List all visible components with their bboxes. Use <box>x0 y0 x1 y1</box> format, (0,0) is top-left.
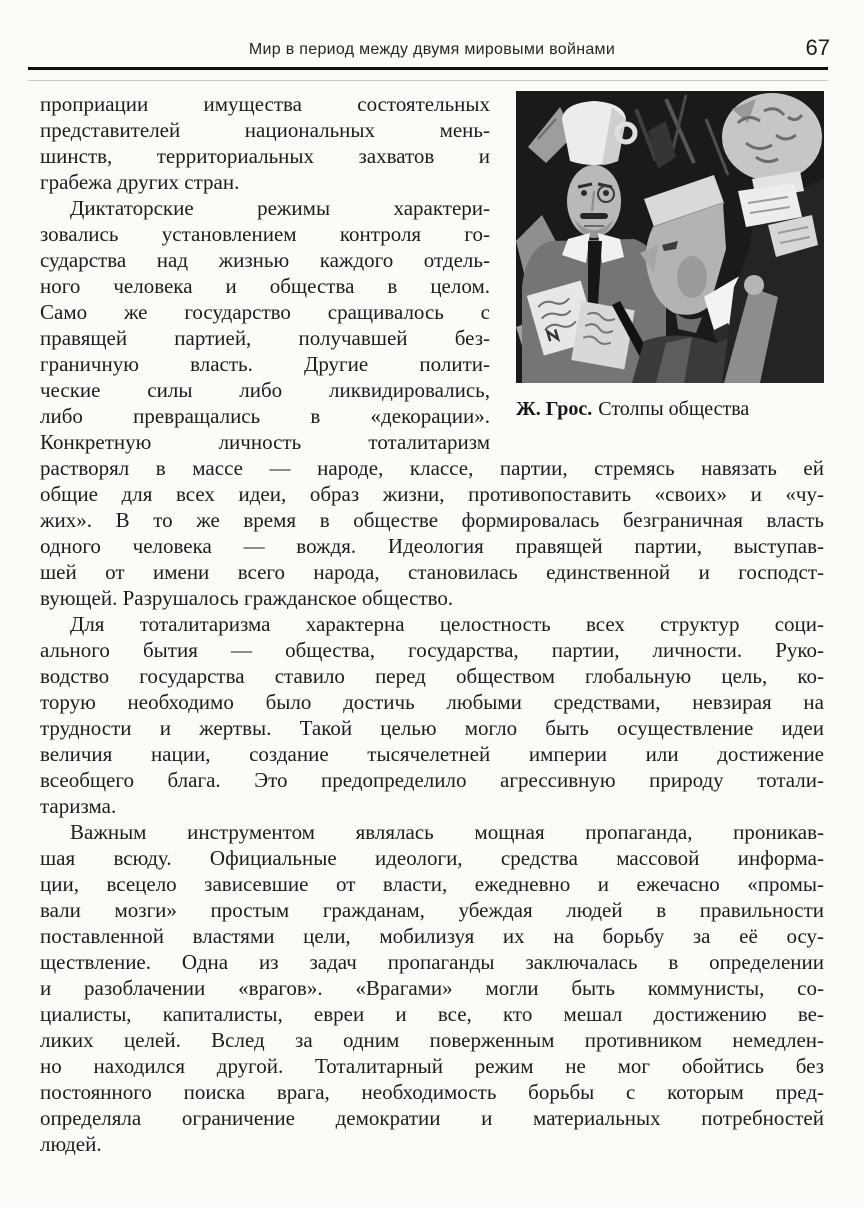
text-line: вующей. Разрушалось гражданское общество. <box>40 586 454 610</box>
text-line: ального бытия — общества, государства, партии, личности. Руко- <box>40 638 824 662</box>
artwork-image <box>516 91 824 383</box>
text-line: сударства над жизнью каждого отдель- <box>40 248 490 272</box>
text-line: жих». В то же время в обществе формировалась безграничная власть <box>40 508 824 532</box>
text-line: ческие силы либо ликвидировались, <box>40 378 490 402</box>
text-full-width <box>40 455 824 1157</box>
text-line: общие для всех идеи, образ жизни, противопоставить «своих» и «чу- <box>40 482 824 506</box>
text-line: таризма. <box>40 794 117 818</box>
text-line: проприации имущества состоятельных <box>40 92 490 116</box>
text-line: одного человека — вождя. Идеология правящей партии, выступав- <box>40 534 824 558</box>
text-line: Для тоталитаризма характерна целостность всех структур соци- <box>70 612 824 636</box>
text-line: величия нации, создание тысячелетней империи или достижение <box>40 742 824 766</box>
text-line: Конкретную личность тоталитаризм <box>40 430 490 454</box>
text-line: зовались установлением контроля го- <box>40 222 490 246</box>
text-line: но находился другой. Тоталитарный режим не мог обойтись без <box>40 1054 824 1078</box>
artwork-caption-author: Ж. Грос. <box>516 398 593 420</box>
text-line: ции, всецело зависевшие от власти, ежедневно и ежечасно «промы- <box>40 872 824 896</box>
text-line: представителей национальных мень- <box>40 118 490 142</box>
text-line: ликих целей. Вслед за одним поверженным противником немедлен- <box>40 1028 824 1052</box>
header-rule-shadow <box>28 80 828 81</box>
page-header <box>40 34 830 62</box>
text-line: либо превращались в «декорации». <box>40 404 490 428</box>
text-line: и разоблачении «врагов». «Врагами» могли быть коммунисты, со- <box>40 976 824 1000</box>
artwork-illustration <box>516 91 824 383</box>
text-column <box>40 91 490 455</box>
text-line: граничную власть. Другие полити- <box>40 352 490 376</box>
text-line: Диктаторские режимы характери- <box>70 196 490 220</box>
text-line: торую необходимо было достичь любыми средствами, невзирая на <box>40 690 824 714</box>
text-line: Важным инструментом являлась мощная пропаганда, проникав- <box>70 820 824 844</box>
text-line: шая всюду. Официальные идеологи, средства массовой информа- <box>40 846 824 870</box>
text-line: шей от имени всего народа, становилась единственной и господст- <box>40 560 824 584</box>
text-line: ного человека и общества в целом. <box>40 274 490 298</box>
text-line: определяла ограничение демократии и материальных потребностей <box>40 1106 824 1130</box>
text-line: шинств, территориальных захватов и <box>40 144 490 168</box>
text-line: людей. <box>40 1132 102 1156</box>
text-line: водство государства ставило перед обществом глобальную цель, ко- <box>40 664 824 688</box>
page-body <box>40 91 824 1157</box>
text-line: вали мозги» простым гражданам, убеждая людей в правильности <box>40 898 824 922</box>
running-title: Мир в период между двумя мировыми войнами <box>248 41 616 58</box>
artwork-caption <box>516 397 824 421</box>
text-line: Само же государство сращивалось с <box>40 300 490 324</box>
top-section <box>40 91 824 455</box>
text-line: растворял в массе — народе, классе, партии, стремясь навязать ей <box>40 456 824 480</box>
artwork-figure <box>516 91 824 421</box>
text-line: правящей партией, получавшей без- <box>40 326 490 350</box>
text-line: ществление. Одна из задач пропаганды заключалась в определении <box>40 950 824 974</box>
artwork-caption-title: Столпы общества <box>598 398 750 420</box>
text-line: трудности и жертвы. Такой целью могло быть осуществление идеи <box>40 716 824 740</box>
text-line: грабежа других стран. <box>40 170 240 194</box>
text-line: поставленной властями цели, мобилизуя их на борьбу за её осу- <box>40 924 824 948</box>
text-line: постоянного поиска врага, необходимость борьбы с которым пред- <box>40 1080 824 1104</box>
text-line: всеобщего блага. Это предопределило агрессивную природу тотали- <box>40 768 824 792</box>
text-line: циалисты, капиталисты, евреи и все, кто мешал достижению ве- <box>40 1002 824 1026</box>
header-rule <box>28 67 828 70</box>
page-number: 67 <box>805 35 830 60</box>
